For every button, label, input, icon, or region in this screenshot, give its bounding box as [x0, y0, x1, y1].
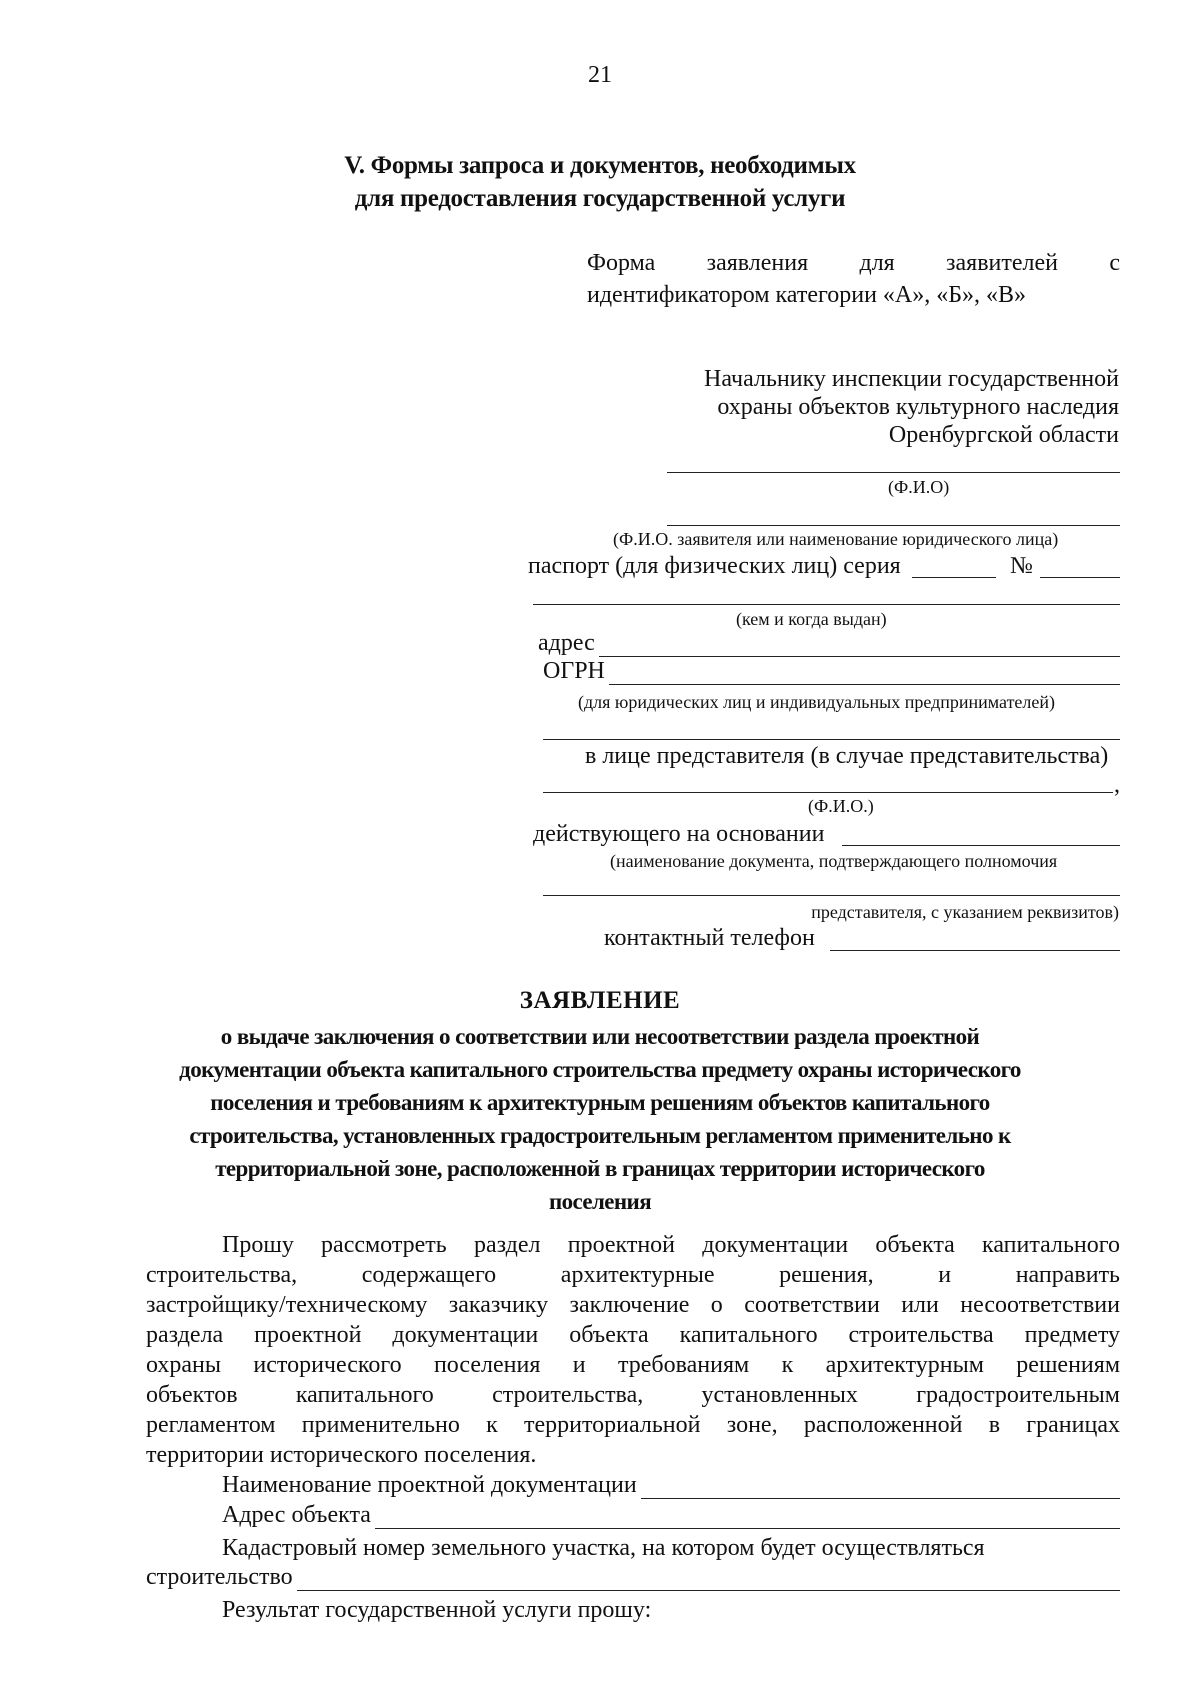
statement-subtitle-line-5: территориальной зоне, расположенной в границах территории исторического	[215, 1156, 985, 1181]
address-fill-line[interactable]	[599, 636, 1120, 657]
construction-label: строительство	[146, 1564, 293, 1590]
ogrn-field[interactable]	[543, 658, 1120, 685]
project-name-field[interactable]	[222, 1472, 1120, 1499]
ogrn-caption: (для юридических лиц и индивидуальных предпринимателей)	[578, 692, 1056, 712]
statement-subtitle-line-6: поселения	[548, 1189, 652, 1214]
body-line-7: регламентом применительно к территориальной зоне, расположенной в границах	[146, 1412, 1120, 1438]
addressee-line-3: Оренбургской области	[888, 422, 1119, 448]
passport-series-field[interactable]	[912, 577, 996, 578]
statement-subtitle-line-2: документации объекта капитального строительства предмету охраны исторического	[179, 1057, 1021, 1082]
applicant-name-line	[667, 525, 1120, 526]
project-name-label: Наименование проектной документации	[222, 1472, 637, 1498]
passport-number-field[interactable]	[1040, 577, 1120, 578]
address-label: адрес	[538, 630, 595, 656]
form-note-line-2: идентификатором категории «А», «Б», «В»	[587, 282, 1027, 308]
ogrn-fill-line[interactable]	[609, 664, 1120, 685]
basis-caption-2: представителя, с указанием реквизитов)	[811, 902, 1119, 922]
cadastral-fill-line[interactable]	[297, 1570, 1120, 1591]
cadastral-label: Кадастровый номер земельного участка, на котором будет осуществляться	[222, 1535, 985, 1561]
body-line-2: строительства, содержащего архитектурные решения, и направить	[146, 1262, 1120, 1288]
body-line-4: раздела проектной документации объекта капитального строительства предмету	[146, 1322, 1120, 1348]
basis-extra-line[interactable]	[543, 895, 1120, 896]
address-field[interactable]	[538, 630, 1120, 657]
body-line-3: застройщику/техническому заказчику заключение о соответствии или несоответствии	[146, 1292, 1120, 1318]
representative-fio-field[interactable]	[543, 792, 1113, 793]
cadastral-number-field[interactable]	[146, 1564, 1120, 1591]
addressee-line-1: Начальнику инспекции государственной	[704, 366, 1119, 392]
statement-subtitle-line-3: поселения и требованиям к архитектурным решениям объектов капитального	[210, 1090, 990, 1115]
applicant-name-caption: (Ф.И.О. заявителя или наименование юридического лица)	[613, 529, 1059, 549]
result-label: Результат государственной услуги прошу:	[222, 1597, 652, 1623]
body-line-6: объектов капитального строительства, установленных градостроительным	[146, 1382, 1120, 1408]
addressee-fio-caption: (Ф.И.О)	[888, 477, 950, 497]
addressee-line-2: охраны объектов культурного наследия	[717, 394, 1119, 420]
passport-issued-field[interactable]	[533, 604, 1120, 605]
ogrn-label: ОГРН	[543, 658, 605, 684]
representative-label: в лице представителя (в случае представительства)	[585, 743, 1109, 769]
section-heading-line-1: V. Формы запроса и документов, необходимых	[344, 152, 856, 179]
form-note-line-1: Форма заявления для заявителей с	[587, 250, 1120, 276]
page-number: 21	[588, 62, 612, 88]
object-address-fill-line[interactable]	[375, 1508, 1120, 1529]
statement-subtitle-line-1: о выдаче заключения о соответствии или несоответствии раздела проектной	[220, 1024, 980, 1049]
phone-field[interactable]	[830, 950, 1120, 951]
section-heading-line-2: для предоставления государственной услуги	[354, 185, 846, 212]
object-address-field[interactable]	[222, 1502, 1120, 1529]
basis-label: действующего на основании	[533, 821, 825, 847]
phone-label: контактный телефон	[604, 925, 815, 951]
basis-field[interactable]	[842, 845, 1120, 846]
project-name-fill-line[interactable]	[641, 1478, 1120, 1499]
passport-series-label: паспорт (для физических лиц) серия	[528, 553, 901, 579]
passport-issued-caption: (кем и когда выдан)	[736, 609, 887, 629]
body-line-5: охраны исторического поселения и требованиям к архитектурным решениям	[146, 1352, 1120, 1378]
addressee-fio-line	[667, 472, 1120, 473]
statement-subtitle-line-4: строительства, установленных градостроительным регламентом применительно к	[189, 1123, 1011, 1148]
number-sign: №	[1010, 553, 1033, 579]
basis-caption-1: (наименование документа, подтверждающего полномочия	[610, 851, 1058, 871]
body-line-8: территории исторического поселения.	[146, 1442, 537, 1468]
object-address-label: Адрес объекта	[222, 1502, 371, 1528]
legal-entity-extra-line[interactable]	[543, 739, 1120, 740]
statement-title: ЗАЯВЛЕНИЕ	[519, 987, 681, 1014]
representative-comma: ,	[1114, 772, 1120, 798]
body-line-1: Прошу рассмотреть раздел проектной документации объекта капитального	[222, 1232, 1120, 1258]
representative-fio-caption: (Ф.И.О.)	[808, 796, 874, 816]
